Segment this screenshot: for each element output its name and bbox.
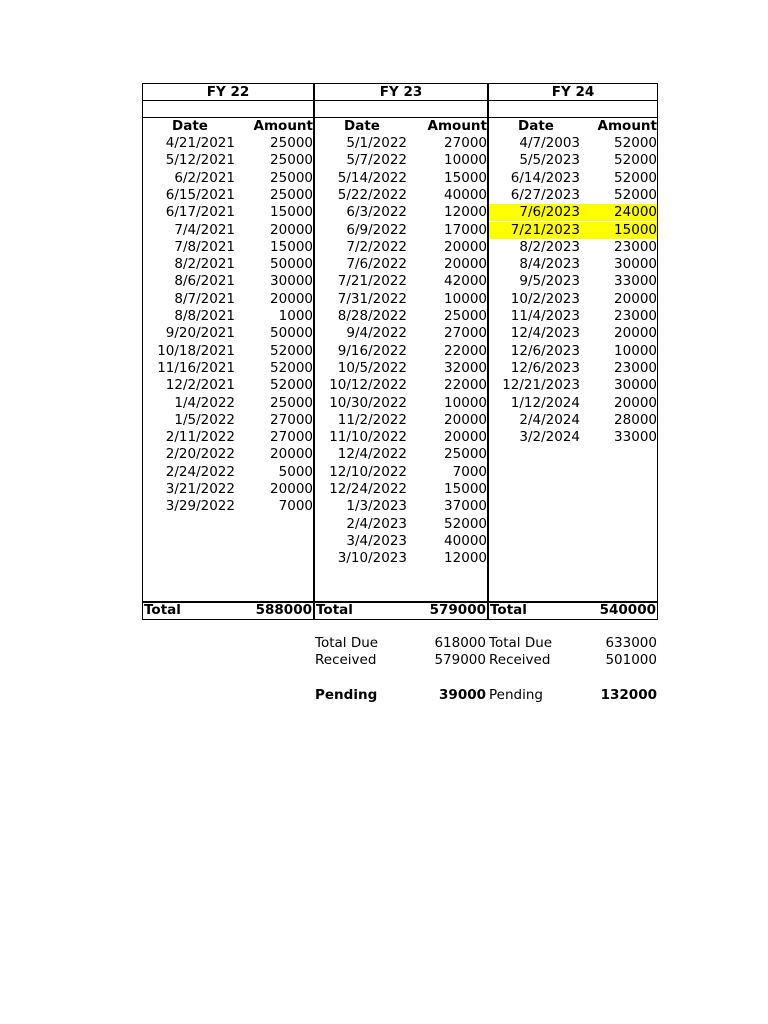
date-cell: 1/4/2022	[174, 394, 235, 411]
amount-cell: 23000	[614, 238, 657, 255]
fy23-pending-label: Pending	[315, 687, 378, 703]
date-cell: 10/18/2021	[157, 342, 235, 359]
date-cell: 7/8/2021	[174, 238, 235, 255]
table-row[interactable]	[489, 135, 657, 152]
table-row[interactable]	[143, 239, 313, 256]
table-row[interactable]	[315, 533, 487, 550]
table-row[interactable]	[143, 377, 313, 394]
amount-cell: 25000	[270, 152, 313, 169]
table-row[interactable]	[143, 308, 313, 325]
amount-cell: 27000	[270, 411, 313, 428]
table-row[interactable]	[315, 308, 487, 325]
amount-cell: 23000	[614, 359, 657, 376]
amount-cell: 52000	[270, 377, 313, 394]
amount-cell: 27000	[270, 429, 313, 446]
date-cell: 7/31/2022	[337, 290, 407, 307]
fy23-total-row[interactable]	[314, 601, 488, 620]
table-row[interactable]	[315, 429, 487, 446]
table-row[interactable]	[143, 325, 313, 342]
fy24-total-due-label: Total Due	[489, 635, 553, 651]
amount-cell: 7000	[278, 498, 313, 515]
date-cell: 12/4/2023	[510, 325, 580, 342]
table-row[interactable]	[315, 273, 487, 290]
date-cell: 10/2/2023	[510, 290, 580, 307]
fy22-blank-row[interactable]	[142, 100, 314, 118]
fy24-pending-label: Pending	[489, 687, 543, 703]
date-cell: 2/4/2024	[519, 411, 580, 428]
date-cell: 3/29/2022	[165, 498, 235, 515]
amount-cell: 10000	[444, 394, 487, 411]
date-cell: 8/8/2021	[174, 308, 235, 324]
fy24-total-value: 540000	[599, 602, 656, 618]
date-cell: 12/4/2022	[337, 446, 407, 463]
date-cell: 9/16/2022	[337, 342, 407, 359]
table-row[interactable]	[143, 412, 313, 429]
amount-cell: 20000	[270, 481, 313, 497]
fy24-blank-row[interactable]	[488, 100, 658, 118]
fy24-pending-value[interactable]: 132000	[600, 687, 657, 703]
date-cell: 3/2/2024	[519, 429, 580, 446]
amount-cell: 52000	[270, 342, 313, 359]
table-row[interactable]	[489, 291, 657, 308]
table-row[interactable]	[489, 360, 657, 377]
date-cell: 10/30/2022	[329, 394, 407, 411]
table-row[interactable]	[489, 222, 657, 239]
amount-cell: 20000	[614, 290, 657, 307]
fy24-total-label: Total	[490, 602, 527, 618]
table-row[interactable]	[143, 256, 313, 273]
amount-cell: 25000	[444, 446, 487, 463]
date-cell: 11/4/2023	[510, 308, 580, 324]
date-cell: 2/4/2023	[346, 515, 407, 532]
amount-cell: 17000	[444, 221, 487, 238]
amount-cell: 52000	[444, 515, 487, 532]
amount-cell: 50000	[270, 256, 313, 273]
amount-cell: 15000	[444, 169, 487, 186]
date-cell: 4/7/2003	[519, 135, 580, 151]
amount-cell: 20000	[270, 290, 313, 307]
table-row[interactable]	[315, 343, 487, 360]
fy23-total-due-value[interactable]: 618000	[434, 635, 486, 651]
amount-cell: 52000	[270, 359, 313, 376]
table-row[interactable]	[489, 273, 657, 290]
fy24-received-value[interactable]: 501000	[605, 652, 657, 668]
table-row[interactable]	[489, 187, 657, 204]
fy24-header[interactable]	[488, 83, 658, 101]
fy23-title: FY 23	[379, 84, 423, 100]
amount-cell: 52000	[614, 169, 657, 186]
fy24-total-due-value[interactable]: 633000	[605, 635, 657, 651]
table-row[interactable]	[143, 273, 313, 290]
fy22-date-header: Date	[172, 118, 208, 134]
amount-cell: 33000	[614, 273, 657, 290]
date-cell: 3/21/2022	[165, 481, 235, 497]
amount-cell: 10000	[614, 342, 657, 359]
date-cell: 7/21/2022	[337, 273, 407, 290]
date-cell: 12/6/2023	[510, 359, 580, 376]
amount-cell: 20000	[270, 446, 313, 463]
table-row[interactable]	[315, 360, 487, 377]
date-cell: 6/14/2023	[510, 169, 580, 186]
table-row[interactable]	[143, 395, 313, 412]
fy23-header[interactable]	[314, 83, 488, 101]
amount-cell: 1000	[278, 308, 313, 324]
amount-cell: 25000	[270, 135, 313, 151]
date-cell: 2/24/2022	[165, 463, 235, 480]
fy24-amount-header: Amount	[597, 118, 657, 134]
table-row[interactable]	[315, 152, 487, 169]
amount-cell: 42000	[444, 273, 487, 290]
table-row[interactable]	[489, 152, 657, 169]
amount-cell: 30000	[614, 256, 657, 273]
fy23-received-label: Received	[315, 652, 377, 668]
fy24-title: FY 24	[551, 84, 595, 100]
date-cell: 1/12/2024	[510, 394, 580, 411]
fy24-received-label: Received	[489, 652, 551, 668]
table-row[interactable]	[143, 291, 313, 308]
amount-cell: 22000	[444, 342, 487, 359]
table-row[interactable]	[315, 222, 487, 239]
table-row[interactable]	[489, 429, 657, 446]
amount-cell: 32000	[444, 359, 487, 376]
amount-cell: 20000	[614, 394, 657, 411]
table-row[interactable]	[143, 135, 313, 152]
fy23-pending-value[interactable]: 39000	[439, 687, 486, 703]
date-cell: 3/4/2023	[346, 532, 407, 549]
table-row[interactable]	[315, 187, 487, 204]
date-cell: 11/16/2021	[157, 359, 235, 376]
amount-cell: 25000	[270, 394, 313, 411]
fy22-header[interactable]	[142, 83, 314, 101]
table-row[interactable]	[489, 256, 657, 273]
date-cell: 8/4/2023	[519, 256, 580, 273]
table-row[interactable]	[143, 481, 313, 498]
fy24-total-row[interactable]	[488, 601, 658, 620]
amount-cell: 22000	[444, 377, 487, 394]
fy22-total-row[interactable]	[142, 601, 314, 620]
fy23-total-label: Total	[316, 602, 353, 618]
amount-cell: 15000	[270, 238, 313, 255]
amount-cell: 12000	[444, 550, 487, 567]
table-row[interactable]	[315, 325, 487, 342]
amount-cell: 52000	[614, 186, 657, 203]
table-row[interactable]	[489, 377, 657, 394]
date-cell: 6/15/2021	[165, 186, 235, 203]
amount-cell: 20000	[444, 429, 487, 446]
date-cell: 9/5/2023	[519, 273, 580, 290]
amount-cell: 15000	[444, 481, 487, 497]
table-row[interactable]	[143, 222, 313, 239]
amount-cell: 15000	[270, 204, 313, 221]
date-cell: 5/14/2022	[337, 169, 407, 186]
amount-cell: 24000	[614, 204, 657, 221]
date-cell: 6/17/2021	[165, 204, 235, 221]
fy24-summary	[488, 635, 658, 715]
date-cell: 7/6/2022	[346, 256, 407, 273]
amount-cell: 7000	[452, 463, 487, 480]
amount-cell: 27000	[444, 135, 487, 151]
table-row[interactable]	[315, 481, 487, 498]
amount-cell: 50000	[270, 325, 313, 342]
table-row[interactable]	[143, 187, 313, 204]
table-row[interactable]	[489, 239, 657, 256]
date-cell: 12/6/2023	[510, 342, 580, 359]
amount-cell: 20000	[444, 238, 487, 255]
date-cell: 7/6/2023	[519, 204, 580, 221]
table-row[interactable]	[315, 204, 487, 221]
amount-cell: 30000	[270, 273, 313, 290]
date-cell: 7/2/2022	[346, 238, 407, 255]
date-cell: 5/12/2021	[165, 152, 235, 169]
date-cell: 7/4/2021	[174, 221, 235, 238]
date-cell: 12/21/2023	[502, 377, 580, 394]
date-cell: 11/10/2022	[329, 429, 407, 446]
table-row[interactable]	[143, 152, 313, 169]
table-row[interactable]	[143, 446, 313, 463]
fy23-total-value: 579000	[429, 602, 486, 618]
table-row[interactable]	[489, 170, 657, 187]
date-cell: 5/22/2022	[337, 186, 407, 203]
fy23-date-header: Date	[344, 118, 380, 134]
date-cell: 2/20/2022	[165, 446, 235, 463]
amount-cell: 20000	[270, 221, 313, 238]
date-cell: 8/2/2021	[174, 256, 235, 273]
table-row[interactable]	[315, 239, 487, 256]
date-cell: 5/1/2022	[346, 135, 407, 151]
table-row[interactable]	[315, 291, 487, 308]
table-row[interactable]	[143, 170, 313, 187]
amount-cell: 25000	[270, 186, 313, 203]
table-row[interactable]	[489, 325, 657, 342]
fy23-total-due-label: Total Due	[315, 635, 379, 651]
fy23-summary	[314, 635, 488, 715]
amount-cell: 20000	[444, 411, 487, 428]
fy22-body[interactable]	[142, 117, 314, 603]
date-cell: 3/10/2023	[337, 550, 407, 567]
amount-cell: 10000	[444, 290, 487, 307]
fy23-received-value[interactable]: 579000	[434, 652, 486, 668]
fy23-blank-row[interactable]	[314, 100, 488, 118]
amount-cell: 12000	[444, 204, 487, 221]
table-row[interactable]	[315, 498, 487, 515]
fy22-total-label: Total	[144, 602, 181, 618]
amount-cell: 37000	[444, 498, 487, 515]
amount-cell: 15000	[614, 221, 657, 238]
table-row[interactable]	[143, 360, 313, 377]
table-row[interactable]	[143, 343, 313, 360]
table-row[interactable]	[315, 377, 487, 394]
date-cell: 2/11/2022	[165, 429, 235, 446]
fy22-title: FY 22	[206, 84, 250, 100]
date-cell: 5/5/2023	[519, 152, 580, 169]
fy24-body[interactable]	[488, 117, 658, 603]
table-row[interactable]	[143, 429, 313, 446]
table-row[interactable]	[315, 516, 487, 533]
table-row[interactable]	[489, 343, 657, 360]
table-row[interactable]	[143, 464, 313, 481]
amount-cell: 10000	[444, 152, 487, 169]
amount-cell: 33000	[614, 429, 657, 446]
amount-cell: 25000	[444, 308, 487, 324]
amount-cell: 30000	[614, 377, 657, 394]
fy22-total-value: 588000	[255, 602, 312, 618]
amount-cell: 27000	[444, 325, 487, 342]
table-row[interactable]	[315, 256, 487, 273]
date-cell: 6/3/2022	[346, 204, 407, 221]
date-cell: 6/9/2022	[346, 221, 407, 238]
amount-cell: 40000	[444, 532, 487, 549]
date-cell: 12/24/2022	[329, 481, 407, 497]
fy23-body[interactable]	[314, 117, 488, 603]
fy23-amount-header: Amount	[427, 118, 487, 134]
amount-cell: 28000	[614, 411, 657, 428]
fy24-date-header: Date	[518, 118, 554, 134]
date-cell: 7/21/2023	[510, 221, 580, 238]
date-cell: 8/7/2021	[174, 290, 235, 307]
table-row[interactable]	[489, 395, 657, 412]
date-cell: 6/27/2023	[510, 186, 580, 203]
table-row[interactable]	[315, 395, 487, 412]
amount-cell: 5000	[278, 463, 313, 480]
date-cell: 9/20/2021	[165, 325, 235, 342]
date-cell: 1/5/2022	[174, 411, 235, 428]
amount-cell: 25000	[270, 169, 313, 186]
table-row[interactable]	[489, 412, 657, 429]
date-cell: 10/5/2022	[337, 359, 407, 376]
date-cell: 10/12/2022	[329, 377, 407, 394]
table-row[interactable]	[315, 412, 487, 429]
date-cell: 12/10/2022	[329, 463, 407, 480]
date-cell: 1/3/2023	[346, 498, 407, 515]
date-cell: 8/28/2022	[337, 308, 407, 324]
amount-cell: 52000	[614, 152, 657, 169]
amount-cell: 20000	[614, 325, 657, 342]
date-cell: 8/6/2021	[174, 273, 235, 290]
table-row[interactable]	[315, 464, 487, 481]
date-cell: 5/7/2022	[346, 152, 407, 169]
table-row[interactable]	[315, 135, 487, 152]
amount-cell: 40000	[444, 186, 487, 203]
amount-cell: 20000	[444, 256, 487, 273]
date-cell: 6/2/2021	[174, 169, 235, 186]
table-row[interactable]	[489, 204, 657, 221]
table-row[interactable]	[143, 498, 313, 515]
table-row[interactable]	[143, 204, 313, 221]
table-row[interactable]	[315, 170, 487, 187]
fy22-amount-header: Amount	[253, 118, 313, 134]
amount-cell: 52000	[614, 135, 657, 151]
date-cell: 4/21/2021	[165, 135, 235, 151]
date-cell: 11/2/2022	[337, 411, 407, 428]
table-row[interactable]	[315, 446, 487, 463]
date-cell: 12/2/2021	[165, 377, 235, 394]
table-row[interactable]	[489, 308, 657, 325]
table-row[interactable]	[315, 550, 487, 567]
date-cell: 8/2/2023	[519, 238, 580, 255]
amount-cell: 23000	[614, 308, 657, 324]
date-cell: 9/4/2022	[346, 325, 407, 342]
